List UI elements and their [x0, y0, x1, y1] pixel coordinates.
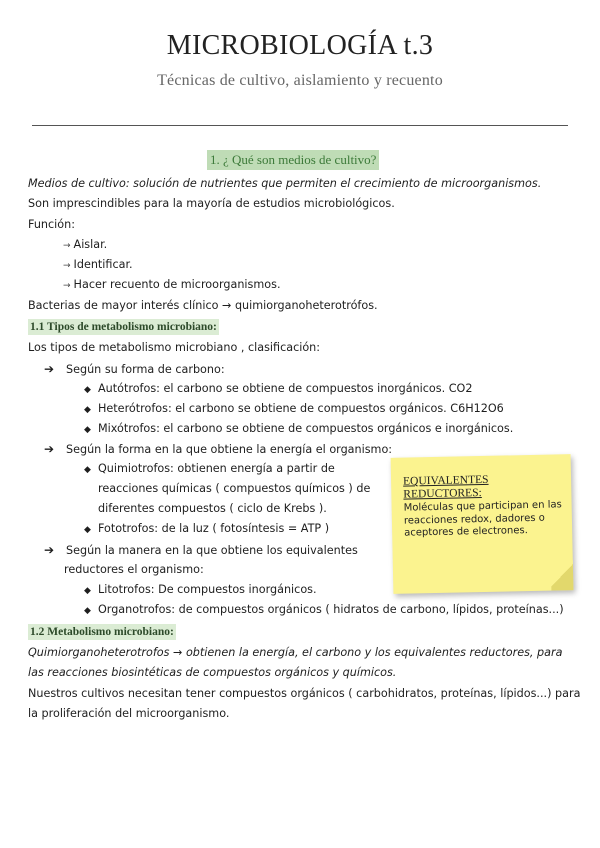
note-body: Moléculas que participan en las reacciones redox, dadores o aceptores de electrones. [403, 499, 562, 539]
list-item: ◆ Heterótrofos: el carbono se obtiene de compuestos orgánicos. C6H12O6 [84, 402, 504, 415]
function-label: Función: [28, 218, 75, 231]
title-divider [32, 125, 568, 126]
energy-label: ➔ Según la forma en la que obtiene la energía el organismo: [44, 442, 393, 456]
list-item: → Hacer recuento de microorganismos. [63, 278, 281, 291]
section-1-heading: 1. ¿ Qué son medios de cultivo? [207, 150, 379, 170]
diamond-bullet-icon: ◆ [84, 586, 91, 596]
diamond-bullet-icon: ◆ [84, 525, 91, 535]
list-item-continuation: reacciones químicas ( compuestos químicos ) de [98, 482, 371, 495]
list-item: ◆ Autótrofos: el carbono se obtiene de compuestos inorgánicos. CO2 [84, 382, 473, 395]
note-title: EQUIVALENTES REDUCTORES: [402, 473, 489, 501]
page-title: MICROBIOLOGÍA t.3 [166, 30, 434, 61]
paragraph-line: Nuestros cultivos necesitan tener compuestos orgánicos ( carbohidratos, proteínas, lípidos...) para [28, 687, 581, 700]
diamond-bullet-icon: ◆ [84, 385, 91, 395]
list-item: ◆ Fototrofos: de la luz ( fotosíntesis = ATP ) [84, 522, 330, 535]
arrow-icon: → [63, 261, 71, 271]
list-item: ◆ Litotrofos: De compuestos inorgánicos. [84, 583, 317, 596]
list-item: ◆ Organotrofos: de compuestos orgánicos ( hidratos de carbono, lípidos, proteínas...) [84, 603, 564, 616]
paragraph-line: las reacciones biosintéticas de compuestos orgánicos y químicos. [28, 666, 397, 679]
reducers-label-continuation: reductores el organismo: [64, 563, 204, 576]
note-folded-corner [551, 560, 574, 590]
list-item-continuation: diferentes compuestos ( ciclo de Krebs ). [98, 502, 327, 515]
list-item: → Identificar. [63, 258, 133, 271]
list-item: → Aislar. [63, 238, 108, 251]
arrow-icon: → [63, 241, 71, 251]
classification-intro: Los tipos de metabolismo microbiano , clasificación: [28, 341, 321, 354]
page-subtitle: Técnicas de cultivo, aislamiento y recuento [157, 72, 443, 89]
list-item: ◆ Mixótrofos: el carbono se obtiene de compuestos orgánicos e inorgánicos. [84, 422, 514, 435]
carbon-label: ➔ Según su forma de carbono: [44, 362, 225, 376]
diamond-bullet-icon: ◆ [84, 425, 91, 435]
diamond-bullet-icon: ◆ [84, 405, 91, 415]
diamond-bullet-icon: ◆ [84, 465, 91, 475]
paragraph-line: Quimiorganoheterotrofos → obtienen la energía, el carbono y los equivalentes reductores, para [28, 646, 563, 659]
arrow-right-icon: ➔ [44, 442, 55, 456]
sticky-note [391, 454, 574, 594]
arrow-right-icon: ➔ [44, 362, 55, 376]
arrow-icon: → [63, 281, 71, 291]
section-1-2-heading: 1.2 Metabolismo microbiano: [30, 626, 174, 638]
arrow-right-icon: ➔ [44, 543, 55, 557]
paragraph-line: la proliferación del microorganismo. [28, 707, 230, 720]
list-item: ◆ Quimiotrofos: obtienen energía a partir de [84, 462, 335, 475]
section-1-1-heading: 1.1 Tipos de metabolismo microbiano: [30, 321, 217, 333]
clinical-text: Bacterias de mayor interés clínico → quimiorganoheterotrófos. [28, 299, 378, 312]
reducers-label: ➔ Según la manera en la que obtiene los equivalentes [44, 543, 358, 557]
diamond-bullet-icon: ◆ [84, 606, 91, 616]
importance-text: Son imprescindibles para la mayoría de estudios microbiológicos. [28, 197, 395, 210]
definition-text: Medios de cultivo: solución de nutrientes que permiten el crecimiento de microorganismos. [28, 177, 542, 190]
